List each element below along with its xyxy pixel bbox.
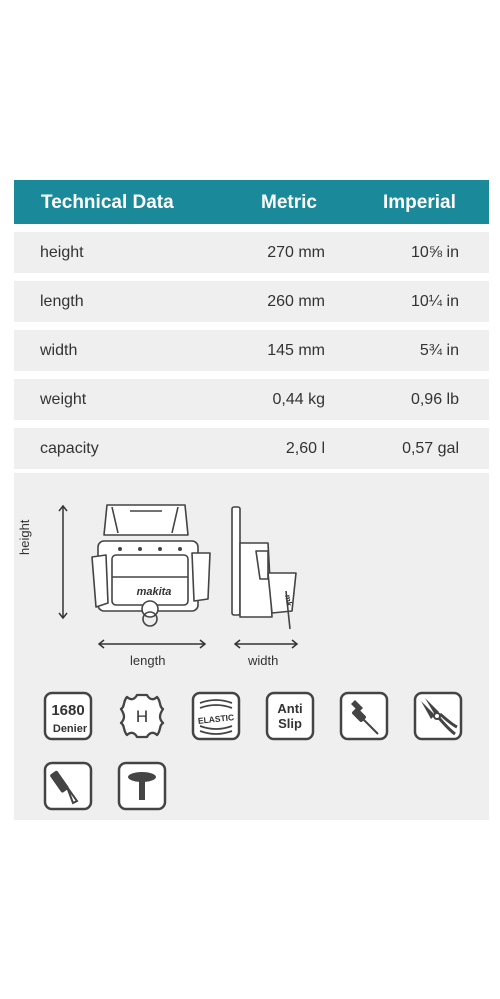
length-arrow: [96, 637, 208, 651]
width-label: width: [248, 653, 279, 668]
row-imperial: 10¼ in: [410, 293, 459, 310]
row-imperial: 5¾ in: [419, 342, 459, 359]
table-row: [14, 330, 489, 371]
row-label: weight: [40, 391, 87, 408]
row-metric: 0,44 kg: [272, 391, 325, 408]
svg-text:Slip: Slip: [278, 716, 302, 731]
pouch-side-illustration: [228, 501, 304, 633]
svg-text:ELASTIC: ELASTIC: [197, 712, 235, 726]
row-metric: 270 mm: [267, 244, 325, 261]
height-label: height: [17, 519, 32, 555]
denier-1680-icon: [43, 691, 93, 741]
header-metric: Metric: [261, 192, 317, 213]
technical-data-table: [14, 180, 489, 469]
row-label: capacity: [40, 440, 99, 457]
utility-knife-icon: [43, 761, 93, 811]
table-header: [14, 180, 489, 224]
table-row: [14, 281, 489, 322]
anti-slip-icon: [265, 691, 315, 741]
svg-text:Denier: Denier: [52, 723, 88, 735]
row-imperial: 0,96 lb: [410, 391, 459, 408]
product-info-panel: [14, 473, 489, 820]
svg-text:1680: 1680: [51, 702, 85, 719]
row-label: height: [40, 244, 84, 261]
height-arrow: [54, 503, 74, 621]
row-imperial: 10⅝ in: [410, 244, 459, 261]
pouch-front-illustration: [90, 499, 216, 633]
table-row: [14, 428, 489, 469]
header-imperial: Imperial: [383, 192, 456, 213]
row-label: width: [40, 342, 78, 359]
width-arrow: [232, 637, 300, 651]
row-label: length: [40, 293, 84, 310]
hammer-holder-icon: [117, 761, 167, 811]
svg-text:H: H: [135, 707, 149, 726]
brand-logo-text: makita: [136, 586, 172, 598]
row-imperial: 0,57 gal: [402, 440, 459, 457]
length-label: length: [130, 653, 166, 668]
screwdriver-icon: [339, 691, 389, 741]
svg-text:mk: mk: [283, 594, 294, 608]
leather-icon: [117, 691, 167, 741]
header-technical-data: Technical Data: [41, 192, 174, 213]
table-row: [14, 232, 489, 273]
row-metric: 145 mm: [267, 342, 325, 359]
table-row: [14, 379, 489, 420]
row-metric: 2,60 l: [285, 440, 325, 457]
row-metric: 260 mm: [267, 293, 325, 310]
elastic-icon: [191, 691, 241, 741]
svg-text:Anti: Anti: [277, 701, 303, 716]
pliers-icon: [413, 691, 463, 741]
